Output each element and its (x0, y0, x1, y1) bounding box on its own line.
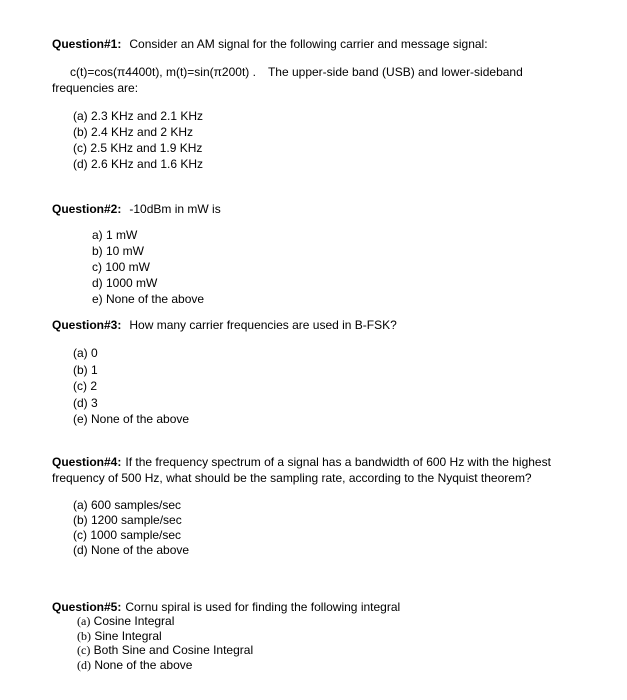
option[interactable]: (d) 3 (73, 395, 98, 410)
option-letter: (c) (77, 643, 91, 657)
option[interactable]: (b) 1 (73, 362, 98, 377)
question-1-formula-line (70, 64, 610, 80)
option[interactable] (77, 629, 253, 644)
question-5-text: Cornu spiral is used for finding the following integral (125, 600, 401, 614)
option[interactable] (77, 658, 253, 673)
question-1-continuation-2: frequencies are: (52, 81, 139, 95)
question-1-formula: c(t)=cos(π4400t), m(t)=sin(π200t) . (70, 65, 256, 79)
option[interactable]: (c) 2 (73, 379, 97, 393)
question-3-text: How many carrier frequencies are used in B-FSK? (129, 318, 397, 332)
question-5-options (77, 614, 253, 672)
option-text: Cosine Integral (93, 614, 175, 628)
option[interactable]: (e) None of the above (73, 412, 190, 426)
option[interactable]: (d) 2.6 KHz and 1.6 KHz (73, 157, 204, 171)
question-4-label: Question#4: (52, 455, 122, 469)
option[interactable] (77, 614, 253, 629)
option[interactable]: (c) 1000 sample/sec (73, 528, 182, 542)
option[interactable]: (b) 2.4 KHz and 2 KHz (73, 125, 194, 139)
option[interactable]: (a) 0 (73, 346, 98, 360)
question-1-stem (52, 36, 592, 52)
question-1-continuation: The upper-side band (USB) and lower-sideband (267, 65, 523, 79)
option[interactable]: (d) None of the above (73, 543, 190, 557)
question-4 (52, 454, 587, 486)
question-1-label: Question#1: (52, 37, 122, 51)
option[interactable]: (a) 600 samples/sec (73, 498, 182, 512)
question-1-formula-cont (52, 80, 592, 96)
option-text: Both Sine and Cosine Integral (93, 643, 254, 657)
option[interactable]: (b) 1200 sample/sec (73, 513, 182, 527)
option[interactable]: (c) 2.5 KHz and 1.9 KHz (73, 141, 203, 155)
question-3-label: Question#3: (52, 318, 122, 332)
option[interactable]: c) 100 mW (92, 260, 151, 274)
option-text: Sine Integral (94, 628, 162, 643)
question-4-text: If the frequency spectrum of a signal has a bandwidth of 600 Hz with the highest frequency of 500 Hz, what should be the sampling rate, according to the Nyquist theorem? (52, 455, 551, 485)
question-2-label: Question#2: (52, 202, 122, 216)
option-letter: (a) (77, 614, 91, 628)
option[interactable]: b) 10 mW (92, 244, 145, 258)
question-1 (52, 36, 592, 52)
question-5-label: Question#5: (52, 600, 122, 614)
option[interactable]: (a) 2.3 KHz and 2.1 KHz (73, 109, 204, 123)
option-letter: (b) (77, 628, 91, 643)
question-2-options (92, 228, 204, 308)
question-2-text: -10dBm in mW is (129, 202, 221, 216)
option[interactable]: a) 1 mW (92, 228, 138, 242)
question-2 (52, 201, 592, 217)
question-3-options (73, 345, 189, 428)
option[interactable] (77, 643, 253, 658)
question-4-options (73, 498, 189, 558)
option-letter: (d) (77, 657, 91, 672)
option[interactable]: e) None of the above (92, 292, 205, 306)
question-5 (52, 599, 592, 615)
option-text: None of the above (94, 657, 193, 672)
question-3 (52, 317, 592, 333)
option[interactable]: d) 1000 mW (92, 276, 158, 290)
question-1-text: Consider an AM signal for the following carrier and message signal: (129, 37, 488, 51)
question-1-options (73, 108, 203, 172)
